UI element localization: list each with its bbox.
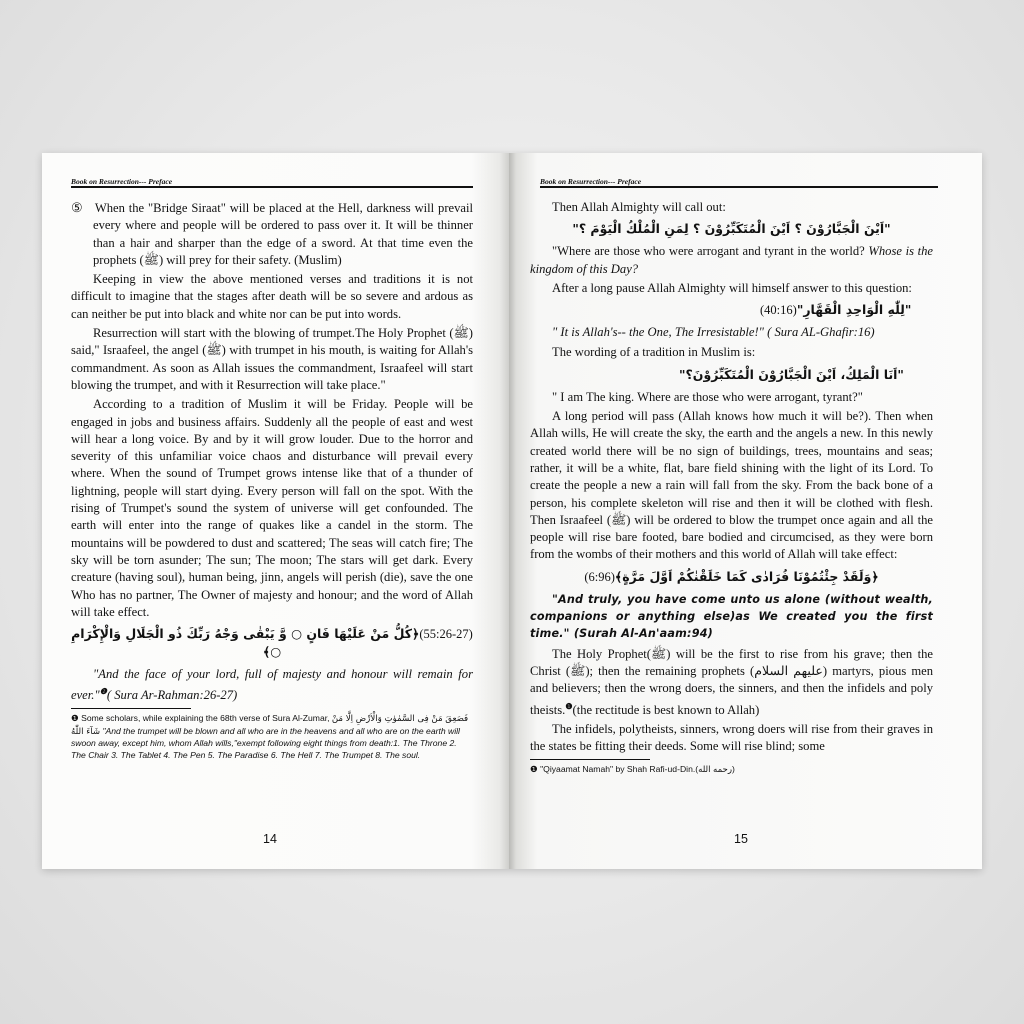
paragraph: Then Allah Almighty will call out: — [552, 200, 726, 214]
item-5-text: When the "Bridge Siraat" will be placed at the Hell, darkness will prevail every where and people will be ordered to pass over it. It will be thinner than a hair and sharper than the edge of a sword. At that time even the prophets (ﷺ) will prey for their safety. (Muslim) — [93, 201, 474, 267]
arabic-ref: (40:16) — [760, 303, 797, 318]
quote: " I am The king. Where are those who were arrogant, tyrant?" — [552, 389, 863, 404]
quote-text: " It is Allah's-- the One, The Irresistable!" — [552, 325, 764, 340]
footnote-text: "Qiyaamat Namah" by Shah Rafi-ud-Din.(رحمه الله) — [540, 763, 735, 774]
footnote-text: "And the trumpet will be blown and all who are in the heavens and all who are on the earth will swoon away, except him, whom Allah wills,"exempt following eight things from death:1. The Throne 2. The Chair 3. The Tablet 4. The Pen 5. The Paradise 6. The Hell 7. The Trumpet 8. The soul. — [71, 725, 460, 760]
quote-text: "Where are those who were arrogant and tyrant in the world? — [552, 244, 865, 259]
paragraph — [530, 646, 933, 719]
footnote-rule — [71, 708, 191, 709]
quote-ref: (Surah Al-An'aam:94) — [573, 627, 713, 641]
arabic-verse: "اَنَا الْمَلِكُ، اَيْنَ الْجَبَّارُوْنَ الْمُتَكَبِّرُوْنَ؟" — [679, 366, 904, 382]
item-5 — [71, 199, 473, 269]
quote-text: "And truly, you have come unto us alone (without wealth, companions or anything else)as We created you the first time." — [530, 592, 933, 641]
footnote-marker: ❶ — [530, 763, 538, 774]
footnote-text: Some scholars, while explaining the 68th verse of Sura Al-Zumar, — [81, 712, 330, 723]
footnote — [530, 764, 933, 776]
paragraph-text: (the rectitude is best known to Allah) — [572, 702, 760, 717]
quote — [71, 666, 473, 705]
left-page-body — [71, 199, 473, 761]
arabic-text: ﴿كُلُّ مَنْ عَلَيْهَا فَانٍ ○ وَّ يَبْقٰى وَجْهُ رَبِّكَ ذُو الْجَلَالِ وَالْإِكْرَامِ ○﴾ — [71, 626, 420, 660]
arabic-text: "لِلّٰهِ الْوَاحِدِ الْقَهَّارِ" — [796, 302, 912, 318]
arabic-verse: "اَيْنَ الْجَبَّارُوْنَ ؟ اَيْنَ الْمُتَكَبِّرُوْنَ ؟ لِمَنِ الْمُلْكُ الْيَوْمَ ؟" — [572, 221, 891, 237]
arabic-ref: (55:26-27) — [419, 627, 473, 642]
right-page — [509, 153, 982, 869]
item-marker: ⑤ — [71, 200, 84, 215]
paragraph: According to a tradition of Muslim it will be Friday. People will be engaged in jobs and business affairs. Suddenly all the people of east and west will hear a long voice. By and by it will grow louder. Due to the horror and severity of this unfamiliar voice chaos and disturbance will prevail every where. When the sound of Trumpet grows intense like that of a thunder of lightning, people will start dying. Every person will fall on the spot. With the rising of Trumpet's sound the system of universe will get confounded. The earth will enter into the range of quakes like a candel in the storm. The mountains will be powdered to dust and scattered; The seas will catch fire; The sky will be torn asunder; The sun; The moon; The stars will get dark. Every creature (having soul), human being, jinn, angels will perish (die), save the one Who has no partner, The Owner of majesty and honour; and the word of Allah will take effect. — [71, 397, 473, 619]
page-number: 14 — [263, 832, 277, 846]
quote — [530, 591, 933, 643]
running-head: Book on Resurrection--- Preface — [71, 177, 173, 186]
paragraph: The wording of a tradition in Muslim is: — [552, 345, 756, 360]
footnote-arabic: فَصَعِقَ مَنْ فِى السَّمٰوٰتِ وَالْاَرْضِ اِلَّا مَنْ شَآءَ اللّٰهُ — [71, 713, 469, 737]
footnote — [71, 713, 473, 761]
arabic-ref: (6:96) — [584, 569, 615, 584]
quote-text: "And the face of your lord, full of majesty and honour will remain for ever." — [71, 667, 473, 703]
quote-italic: Whose is the kingdom of this Day? — [530, 244, 933, 276]
arabic-text: ﴿وَلَقَدْ جِئْتُمُوْنَا فُرَادٰى كَمَا خَلَقْنٰكُمْ اَوَّلَ مَرَّةٍ﴾ — [614, 568, 879, 584]
paragraph: After a long pause Allah Almighty will himself answer to this question: — [552, 280, 912, 295]
arabic-verse — [530, 568, 933, 586]
open-book — [42, 153, 982, 869]
header-rule — [71, 186, 473, 188]
quote-ref: ( Sura AL-Ghafir:16) — [767, 325, 875, 340]
paragraph: A long period will pass (Allah knows how much it will be?). Then when Allah wills, He will create the sky, the earth and the angels a new. In this newly created world there will be no sign of buildings, trees, mountains and seas; rather, it will be a white, flat, bare field shining with the light of its Lord. To create the people a new a rain will fall from the sky. From the back bone of a person, his complete skeleton will rise and then it will be clothed with flesh. Then Israafeel (ﷺ) will be ordered to blow the trumpet once again and all the people will rise bare footed, bare bodied and circumcised, as they were born from the wombs of their mothers and this world of Allah will take effect: — [530, 409, 933, 562]
header-rule — [540, 186, 938, 188]
paragraph: Keeping in view the above mentioned verses and traditions it is not difficult to imagine that the stages after death will be so severe and ardous as can neither be put into black and white nor can be put into words. — [71, 272, 473, 321]
footnote-marker: ❶ — [71, 712, 79, 723]
footnote-marker: ❶ — [99, 687, 107, 697]
quote — [530, 243, 933, 278]
footnote-rule — [530, 759, 650, 760]
quote-ref: ( Sura Ar-Rahman:26-27) — [106, 688, 238, 703]
footnote-marker: ❶ — [565, 701, 573, 711]
page-number: 15 — [734, 832, 748, 846]
running-head: Book on Resurrection--- Preface — [540, 177, 642, 186]
paragraph-text: The Holy Prophet(ﷺ) will be the first to rise from his grave; then the Christ (ﷺ); then the remaining prophets (عليهم السلام) martyrs, pious men and believers; then the wrong doers, the sinners, and then the infidels and poly theists. — [530, 646, 934, 717]
right-page-body — [530, 199, 933, 775]
arabic-verse — [71, 625, 473, 661]
left-page — [42, 153, 509, 869]
paragraph: The infidels, polytheists, sinners, wrong doers will rise from their graves in the states be fitting their deeds. Some will rise blind; some — [530, 722, 933, 754]
arabic-verse — [530, 301, 933, 319]
paragraph: Resurrection will start with the blowing of trumpet.The Holy Prophet (ﷺ) said," Israafeel, the angel (ﷺ) with trumpet in his mouth, is waiting for Allah's commandment. As soon as Allah issues the commandment, Israafeel will start blowing the trumpet, and with it Resurrection will take place." — [71, 326, 474, 392]
quote — [530, 324, 933, 341]
